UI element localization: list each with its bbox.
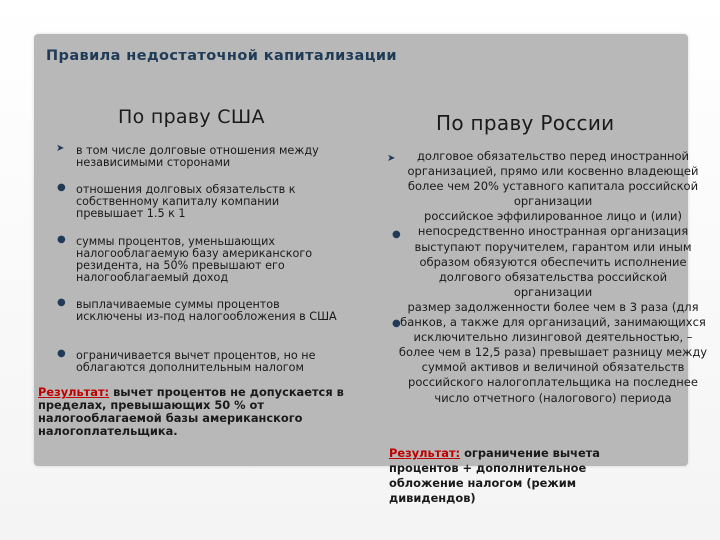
- ru-item: долговое обязательство перед иностранной организацией, прямо или косвенно владеющей более чем 20% уставного капитала российской организации: [407, 149, 699, 209]
- ru-item: российское эффилированное лицо и (или) непосредственно иностранная организация выступают поручителем, гарантом или иным образом обязуются обеспечить исполнение долгового обязательства российской организации: [414, 209, 692, 299]
- us-item: отношения долговых обязательств к собственному капиталу компании превышает 1.5 к 1: [76, 183, 296, 220]
- ru-item: размер задолженности более чем в 3 раза (для банков, а также для организаций, занимающихся исключительно лизинговой деятельностью, – более чем в 12,5 раза) превышает разницу между суммой активов и величиной обязательств российского налогоплательщика на последнее число отчетного (налогового) периода: [398, 299, 708, 405]
- arrow-bullet-icon: ➤: [56, 143, 65, 154]
- us-law-heading: По праву США: [118, 106, 265, 128]
- us-result-text: вычет процентов не допускается в пределах, превышающих 50 % от налогооблагаемой базы американского налогоплательщика.: [38, 385, 344, 438]
- us-item: ограничивается вычет процентов, но не облагаются дополнительным налогом: [76, 349, 316, 374]
- ru-result-label: Результат:: [389, 446, 461, 460]
- dot-bullet-icon: ●: [57, 297, 66, 308]
- us-item: выплачиваемые суммы процентов исключены из-под налогообложения в США: [76, 298, 337, 323]
- arrow-bullet-icon: ➤: [387, 153, 396, 164]
- ru-result-text: ограничение вычета процентов + дополнительное обложение налогом (режим дивидендов): [389, 446, 600, 505]
- dot-bullet-icon: ●: [392, 318, 401, 329]
- us-item: суммы процентов, уменьшающих налогооблагаемую базу американского резидента, на 50% превышают его налогооблагаемый доход: [76, 235, 313, 284]
- dot-bullet-icon: ●: [57, 182, 66, 193]
- us-result-label: Результат:: [38, 385, 110, 399]
- slide-title: Правила недостаточной капитализации: [46, 48, 397, 64]
- dot-bullet-icon: ●: [57, 348, 66, 359]
- us-result: [38, 386, 378, 438]
- russia-items: [398, 149, 708, 406]
- us-item: в том числе долговые отношения между независимыми сторонами: [76, 144, 319, 169]
- russia-result: [389, 446, 639, 506]
- russia-law-heading: По праву России: [436, 111, 615, 135]
- dot-bullet-icon: ●: [57, 234, 66, 245]
- dot-bullet-icon: ●: [392, 229, 401, 240]
